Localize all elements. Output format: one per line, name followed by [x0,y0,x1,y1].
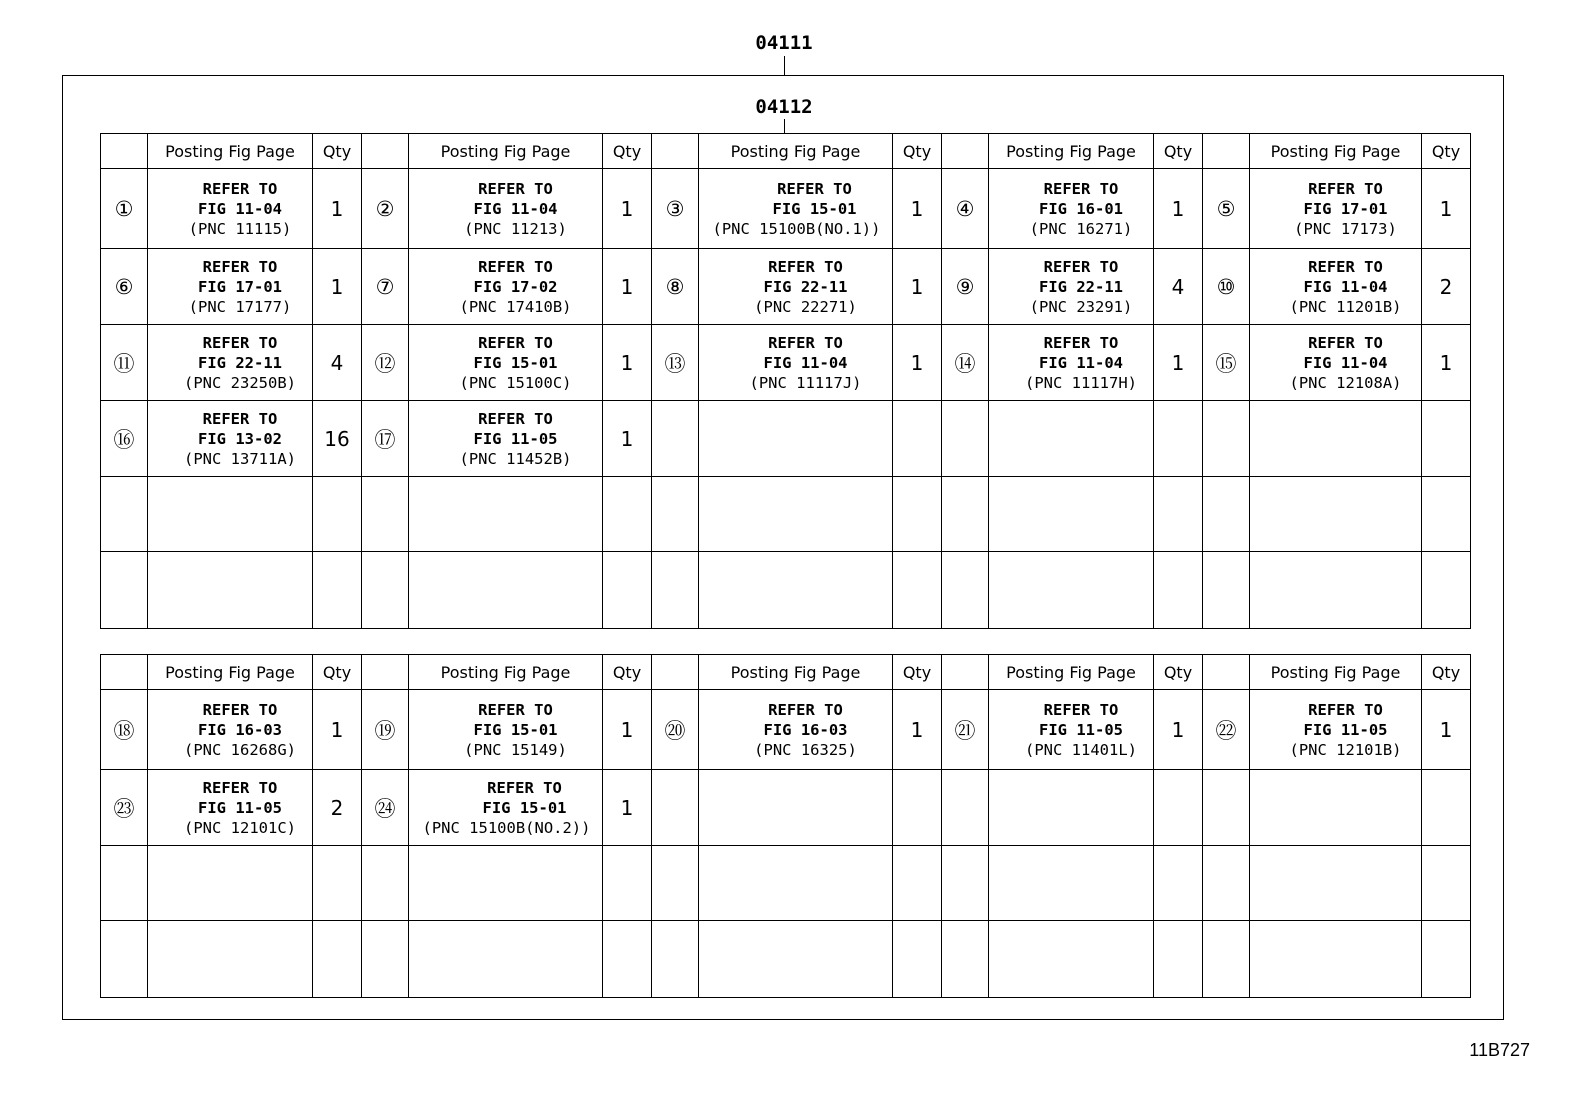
qty-value: 1 [603,770,652,846]
reference-text [409,409,602,469]
pnc-number: (PNC 11117J) [749,373,862,392]
table-row [101,249,1471,325]
reference-text [1250,179,1421,239]
item-number [652,477,699,552]
item-number [101,477,148,552]
refer-to-line: REFER TO [1043,700,1119,719]
pnc-number: (PNC 11452B) [459,449,572,468]
posting-fig-page-cell [989,552,1154,629]
refer-to-line: REFER TO [487,778,562,797]
refer-to-line: REFER TO [1308,700,1383,719]
reference-text [1250,333,1421,393]
pnc-number: (PNC 16325) [754,740,857,759]
refer-to-line: REFER TO [768,257,843,276]
reference-text [1250,257,1421,317]
qty-value: 1 [893,169,942,249]
qty-value: 1 [603,249,652,325]
item-number [362,921,409,998]
qty-value [1154,846,1203,921]
fig-reference-link[interactable]: FIG 22-11 [763,277,848,296]
refer-to-line: REFER TO [777,179,852,198]
posting-fig-page-cell [1250,401,1422,477]
item-number: ⑱ [101,690,148,770]
pnc-number: (PNC 23250B) [184,373,296,392]
reference-text [1250,700,1421,760]
header-posting-fig-page: Posting Fig Page [699,655,893,690]
qty-value [603,552,652,629]
posting-fig-page-cell [699,921,893,998]
fig-reference-link[interactable]: FIG 15-01 [772,199,857,218]
qty-value [1422,552,1471,629]
posting-fig-page-cell [699,846,893,921]
posting-fig-page-cell [699,249,893,325]
reference-text [989,333,1153,393]
qty-value [1154,770,1203,846]
qty-value: 1 [1422,169,1471,249]
table-row [101,325,1471,401]
reference-text [409,778,602,838]
item-number [362,477,409,552]
item-number [652,552,699,629]
item-number: ① [101,169,148,249]
header-qty: Qty [313,134,362,169]
reference-text [989,700,1153,760]
item-number [1203,477,1250,552]
refer-to-line: REFER TO [202,409,278,428]
table-row [101,846,1471,921]
fig-reference-link[interactable]: FIG 11-04 [198,199,282,218]
qty-value [1154,401,1203,477]
fig-reference-link[interactable]: FIG 11-05 [1303,720,1388,739]
item-number: ㉔ [362,770,409,846]
header-index-cell [942,655,989,690]
qty-value: 1 [893,249,942,325]
qty-value: 1 [313,249,362,325]
qty-value [1422,477,1471,552]
pnc-number: (PNC 11201B) [1289,297,1402,316]
header-posting-fig-page: Posting Fig Page [409,134,603,169]
table-row [101,690,1471,770]
fig-reference-link[interactable]: FIG 16-01 [1039,199,1123,218]
item-number: ③ [652,169,699,249]
header-posting-fig-page: Posting Fig Page [148,134,313,169]
reference-text [409,700,602,760]
item-number [942,477,989,552]
header-qty: Qty [893,655,942,690]
refer-to-line: REFER TO [1043,333,1119,352]
qty-value [893,401,942,477]
posting-fig-page-cell [409,921,603,998]
pnc-number: (PNC 11213) [464,219,567,238]
fig-reference-link[interactable]: FIG 17-01 [1303,199,1388,218]
item-number: ④ [942,169,989,249]
fig-reference-link[interactable]: FIG 16-03 [763,720,848,739]
item-number: ⑬ [652,325,699,401]
item-number [101,921,148,998]
fig-reference-link[interactable]: FIG 16-03 [198,720,282,739]
qty-value [893,921,942,998]
refer-to-line: REFER TO [768,700,843,719]
item-number [362,846,409,921]
illustration-code: 11B727 [1469,1040,1530,1060]
label-04112: 04112 [755,96,813,118]
qty-value: 4 [1154,249,1203,325]
header-posting-fig-page: Posting Fig Page [1250,134,1422,169]
posting-fig-page-cell [699,770,893,846]
pnc-number: (PNC 17177) [188,297,292,316]
qty-value [603,477,652,552]
pnc-number: (PNC 11401L) [1025,740,1137,759]
refer-to-line: REFER TO [478,700,553,719]
header-posting-fig-page: Posting Fig Page [989,134,1154,169]
table-row [101,477,1471,552]
posting-fig-page-cell [409,325,603,401]
qty-value: 2 [313,770,362,846]
posting-fig-page-cell [409,249,603,325]
pnc-number: (PNC 22271) [754,297,857,316]
posting-fig-page-cell [989,325,1154,401]
posting-fig-page-cell [699,690,893,770]
posting-fig-page-cell [409,770,603,846]
item-number [942,552,989,629]
fig-reference-link[interactable]: FIG 11-04 [1303,277,1388,296]
posting-fig-page-cell [409,552,603,629]
item-number: ⑯ [101,401,148,477]
qty-value: 1 [1154,690,1203,770]
item-number [1203,921,1250,998]
posting-fig-page-cell [409,846,603,921]
item-number [652,921,699,998]
reference-text [699,179,892,239]
posting-fig-page-cell [1250,477,1422,552]
posting-fig-page-cell [1250,169,1422,249]
header-qty: Qty [1422,134,1471,169]
item-number [942,921,989,998]
posting-fig-page-cell [1250,770,1422,846]
posting-fig-page-cell [1250,552,1422,629]
posting-fig-page-cell [1250,249,1422,325]
fig-reference-link[interactable]: FIG 15-01 [473,353,558,372]
reference-text [148,409,312,469]
parts-table-1 [100,133,1471,629]
label-04111: 04111 [755,32,813,54]
header-posting-fig-page: Posting Fig Page [1250,655,1422,690]
item-number: ⑰ [362,401,409,477]
qty-value: 2 [1422,249,1471,325]
refer-to-line: REFER TO [1308,257,1383,276]
item-number [652,770,699,846]
item-number: ⑫ [362,325,409,401]
reference-text [699,333,892,393]
qty-value: 1 [1422,690,1471,770]
fig-reference-link[interactable]: FIG 17-02 [473,277,558,296]
header-index-cell [101,134,148,169]
item-number [1203,401,1250,477]
qty-value: 1 [893,325,942,401]
qty-value: 1 [603,169,652,249]
qty-value [1154,477,1203,552]
qty-value: 1 [313,169,362,249]
qty-value: 1 [603,401,652,477]
reference-text [409,257,602,317]
fig-reference-link[interactable]: FIG 11-04 [1039,353,1123,372]
item-number: ⑦ [362,249,409,325]
pnc-number: (PNC 13711A) [184,449,296,468]
header-qty: Qty [1154,655,1203,690]
table-header-row [101,134,1471,169]
header-qty: Qty [893,134,942,169]
item-number: ⑥ [101,249,148,325]
pnc-number: (PNC 12101B) [1289,740,1402,759]
posting-fig-page-cell [699,401,893,477]
pnc-number: (PNC 11115) [188,219,292,238]
posting-fig-page-cell [1250,325,1422,401]
qty-value [893,477,942,552]
item-number [652,846,699,921]
item-number [1203,770,1250,846]
header-index-cell [942,134,989,169]
posting-fig-page-cell [148,477,313,552]
header-index-cell [362,655,409,690]
qty-value [1154,921,1203,998]
reference-text [699,700,892,760]
qty-value [603,846,652,921]
leader-line-04112 [784,119,785,133]
qty-value [893,846,942,921]
posting-fig-page-cell [1250,846,1422,921]
fig-reference-link[interactable]: FIG 11-05 [473,429,558,448]
header-posting-fig-page: Posting Fig Page [699,134,893,169]
header-index-cell [652,134,699,169]
posting-fig-page-cell [989,770,1154,846]
header-index-cell [362,134,409,169]
qty-value: 1 [1422,325,1471,401]
posting-fig-page-cell [409,169,603,249]
fig-reference-link[interactable]: FIG 13-02 [198,429,282,448]
refer-to-line: REFER TO [478,257,553,276]
pnc-number: (PNC 16271) [1029,219,1133,238]
item-number: ⑲ [362,690,409,770]
pnc-number: (PNC 11117H) [1025,373,1137,392]
header-posting-fig-page: Posting Fig Page [409,655,603,690]
posting-fig-page-cell [148,249,313,325]
leader-line-04111 [784,56,785,76]
posting-fig-page-cell [699,325,893,401]
qty-value: 1 [603,690,652,770]
item-number: ⑮ [1203,325,1250,401]
qty-value [1422,921,1471,998]
fig-reference-link[interactable]: FIG 22-11 [198,353,282,372]
qty-value: 1 [893,690,942,770]
posting-fig-page-cell [409,401,603,477]
posting-fig-page-cell [989,846,1154,921]
qty-value [1422,846,1471,921]
refer-to-line: REFER TO [202,700,278,719]
qty-value: 1 [313,690,362,770]
refer-to-line: REFER TO [1308,333,1383,352]
parts-table-2 [100,654,1471,998]
posting-fig-page-cell [989,921,1154,998]
item-number: ㉒ [1203,690,1250,770]
qty-value [893,770,942,846]
refer-to-line: REFER TO [202,179,278,198]
item-number [652,401,699,477]
header-index-cell [1203,134,1250,169]
item-number: ② [362,169,409,249]
header-posting-fig-page: Posting Fig Page [148,655,313,690]
posting-fig-page-cell [699,552,893,629]
posting-fig-page-cell [148,401,313,477]
qty-value [313,846,362,921]
qty-value [313,921,362,998]
pnc-number: (PNC 17173) [1294,219,1397,238]
item-number [362,552,409,629]
refer-to-line: REFER TO [478,409,553,428]
refer-to-line: REFER TO [1043,257,1119,276]
fig-reference-link[interactable]: FIG 15-01 [473,720,558,739]
pnc-number: (PNC 16268G) [184,740,296,759]
fig-reference-link[interactable]: FIG 11-04 [763,353,848,372]
item-number [942,846,989,921]
posting-fig-page-cell [148,325,313,401]
refer-to-line: REFER TO [202,778,278,797]
pnc-number: (PNC 15149) [464,740,567,759]
refer-to-line: REFER TO [478,179,553,198]
refer-to-line: REFER TO [1043,179,1119,198]
item-number: ⑭ [942,325,989,401]
table-row [101,921,1471,998]
posting-fig-page-cell [148,690,313,770]
refer-to-line: REFER TO [202,257,278,276]
fig-reference-link[interactable]: FIG 15-01 [482,798,567,817]
reference-text [148,257,312,317]
header-qty: Qty [603,134,652,169]
table-row [101,169,1471,249]
pnc-number: (PNC 23291) [1029,297,1133,316]
reference-text [148,778,312,838]
reference-text [989,179,1153,239]
qty-value [1422,770,1471,846]
reference-text [409,333,602,393]
qty-value [1422,401,1471,477]
posting-fig-page-cell [148,921,313,998]
reference-text [699,257,892,317]
pnc-number: (PNC 12101C) [184,818,296,837]
posting-fig-page-cell [1250,921,1422,998]
header-qty: Qty [1422,655,1471,690]
item-number [101,846,148,921]
header-index-cell [101,655,148,690]
item-number: ⑳ [652,690,699,770]
reference-text [148,333,312,393]
refer-to-line: REFER TO [1308,179,1383,198]
qty-value [313,552,362,629]
fig-reference-link[interactable]: FIG 11-04 [1303,353,1388,372]
table-row [101,770,1471,846]
posting-fig-page-cell [989,477,1154,552]
posting-fig-page-cell [989,401,1154,477]
posting-fig-page-cell [989,249,1154,325]
refer-to-line: REFER TO [202,333,278,352]
pnc-number: (PNC 15100B(NO.1)) [712,219,881,238]
header-posting-fig-page: Posting Fig Page [989,655,1154,690]
posting-fig-page-cell [699,169,893,249]
item-number: ⑨ [942,249,989,325]
item-number: ㉑ [942,690,989,770]
reference-text [148,700,312,760]
qty-value [1154,552,1203,629]
refer-to-line: REFER TO [478,333,553,352]
refer-to-line: REFER TO [768,333,843,352]
header-index-cell [1203,655,1250,690]
item-number: ⑤ [1203,169,1250,249]
posting-fig-page-cell [989,690,1154,770]
pnc-number: (PNC 12108A) [1289,373,1402,392]
reference-text [989,257,1153,317]
posting-fig-page-cell [1250,690,1422,770]
posting-fig-page-cell [699,477,893,552]
qty-value: 4 [313,325,362,401]
reference-text [409,179,602,239]
table-row [101,552,1471,629]
pnc-number: (PNC 15100B(NO.2)) [422,818,591,837]
header-index-cell [652,655,699,690]
fig-reference-link[interactable]: FIG 11-04 [473,199,558,218]
header-qty: Qty [603,655,652,690]
header-qty: Qty [313,655,362,690]
qty-value: 1 [1154,169,1203,249]
item-number: ㉓ [101,770,148,846]
item-number [942,401,989,477]
item-number [1203,552,1250,629]
item-number [1203,846,1250,921]
table-row [101,401,1471,477]
qty-value [313,477,362,552]
fig-reference-link[interactable]: FIG 22-11 [1039,277,1123,296]
qty-value [603,921,652,998]
qty-value: 16 [313,401,362,477]
posting-fig-page-cell [989,169,1154,249]
reference-text [148,179,312,239]
posting-fig-page-cell [148,552,313,629]
header-qty: Qty [1154,134,1203,169]
posting-fig-page-cell [409,477,603,552]
posting-fig-page-cell [148,770,313,846]
posting-fig-page-cell [148,846,313,921]
item-number: ⑧ [652,249,699,325]
fig-reference-link[interactable]: FIG 11-05 [1039,720,1123,739]
posting-fig-page-cell [409,690,603,770]
item-number [942,770,989,846]
table-header-row [101,655,1471,690]
qty-value: 1 [603,325,652,401]
item-number: ⑪ [101,325,148,401]
item-number [101,552,148,629]
pnc-number: (PNC 15100C) [459,373,572,392]
fig-reference-link[interactable]: FIG 17-01 [198,277,282,296]
pnc-number: (PNC 17410B) [459,297,572,316]
qty-value [893,552,942,629]
item-number: ⑩ [1203,249,1250,325]
fig-reference-link[interactable]: FIG 11-05 [198,798,282,817]
qty-value: 1 [1154,325,1203,401]
posting-fig-page-cell [148,169,313,249]
